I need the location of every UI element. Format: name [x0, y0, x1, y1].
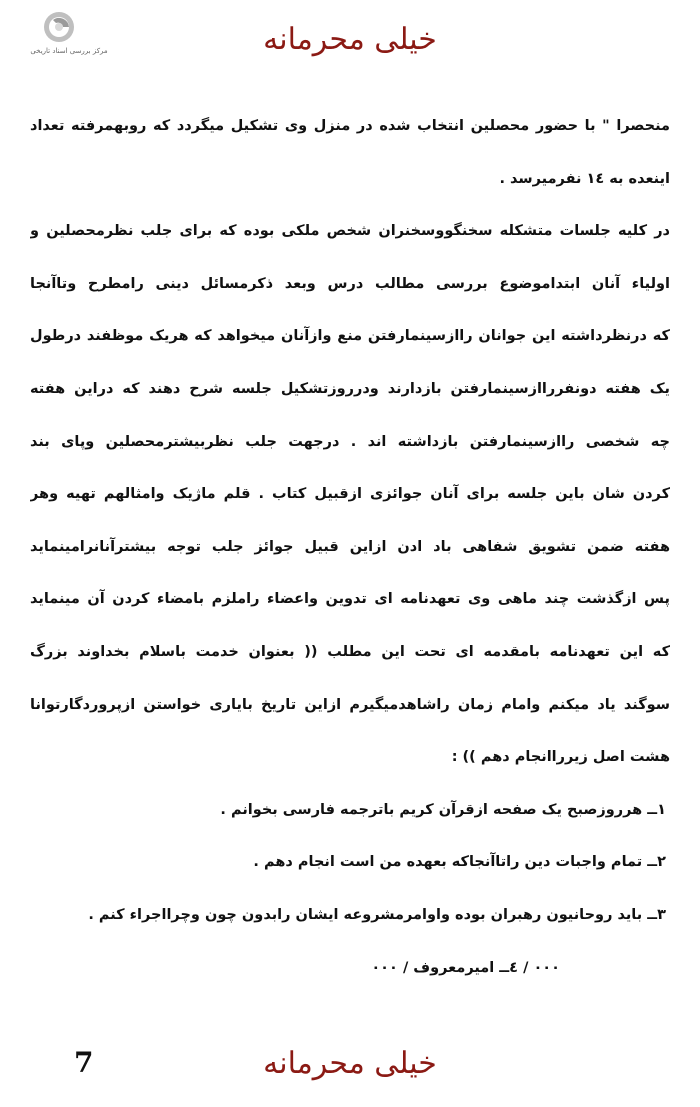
footer-classification: خیلی محرمانه	[263, 1046, 437, 1081]
body-line: در کلیه جلسات متشکله سخنگووسخنران شخص ملکی بوده که برای جلب نظرمحصلین و	[30, 223, 670, 240]
page-number: 7	[74, 1046, 94, 1079]
body-line: پس ازگذشت چند ماهی وی تعهدنامه ای تدوین واعضاء راملزم بامضاء کردن آن مینماید	[30, 591, 670, 608]
body-line: که این تعهدنامه بامقدمه ای تحت این مطلب (( بعنوان خدمت باسلام بخداوند بزرگ	[30, 643, 670, 660]
body-line: منحصرا " با حضور محصلین انتخاب شده در منزل وی تشکیل میگردد که روبهمرفته تعداد	[30, 118, 670, 134]
body-line: سوگند یاد میکنم وامام زمان راشاهدمیگیرم ازاین تاریخ بایاری خواستن ازپروردگارتوانا	[30, 696, 670, 713]
body-line: کردن شان باین جلسه برای آنان جوائزی ازقبیل کتاب . قلم ماژیک وامثالهم تهیه وهر	[30, 486, 670, 503]
logo-caption: مرکز بررسی اسناد تاریخی	[30, 47, 108, 55]
body-line: اینعده به ۱٤ نفرمیرسد .	[499, 170, 670, 187]
list-item: ۳ــ باید روحانیون رهبران بوده واوامرمشروعه ایشان رابدون چون وچرااجراء کنم .	[88, 906, 666, 923]
signature-line: ۰۰۰ / ٤ــ امیرمعروف / ۰۰۰	[371, 959, 560, 976]
body-line: که درنظرداشته این جوانان راازسینمارفتن منع وازآنان میخواهد که هریک موظفند درطول	[30, 328, 670, 345]
list-item: ۱ــ هرروزصبح یک صفحه ازقرآن کریم باترجمه فارسی بخوانم .	[220, 801, 666, 818]
body-line: یک هفته دونفرراازسینمارفتن بازدارند ودرروزتشکیل جلسه شرح دهند که دراین هفته	[30, 380, 670, 397]
document-body	[30, 100, 670, 994]
body-line: چه شخصی راازسینمارفتن بازداشته اند . درجهت جلب نظربیشترمحصلین وپای بند	[30, 433, 670, 450]
body-line: هشت اصل زیرراانجام دهم )) :	[451, 749, 670, 766]
body-line: هفته ضمن تشویق شفاهی باد ادن ازاین قبیل جوائز جلب توجه بیشترآنانرامینماید	[30, 538, 670, 555]
body-line: اولیاء آنان ابتداموضوع بررسی مطالب درس وبعد ذکرمسائل دینی رامطرح وتاآنجا	[30, 275, 670, 292]
header-classification: خیلی محرمانه	[263, 22, 437, 57]
list-item: ۲ــ تمام واجبات دین راتاآنجاکه بعهده من است انجام دهم .	[253, 854, 666, 871]
